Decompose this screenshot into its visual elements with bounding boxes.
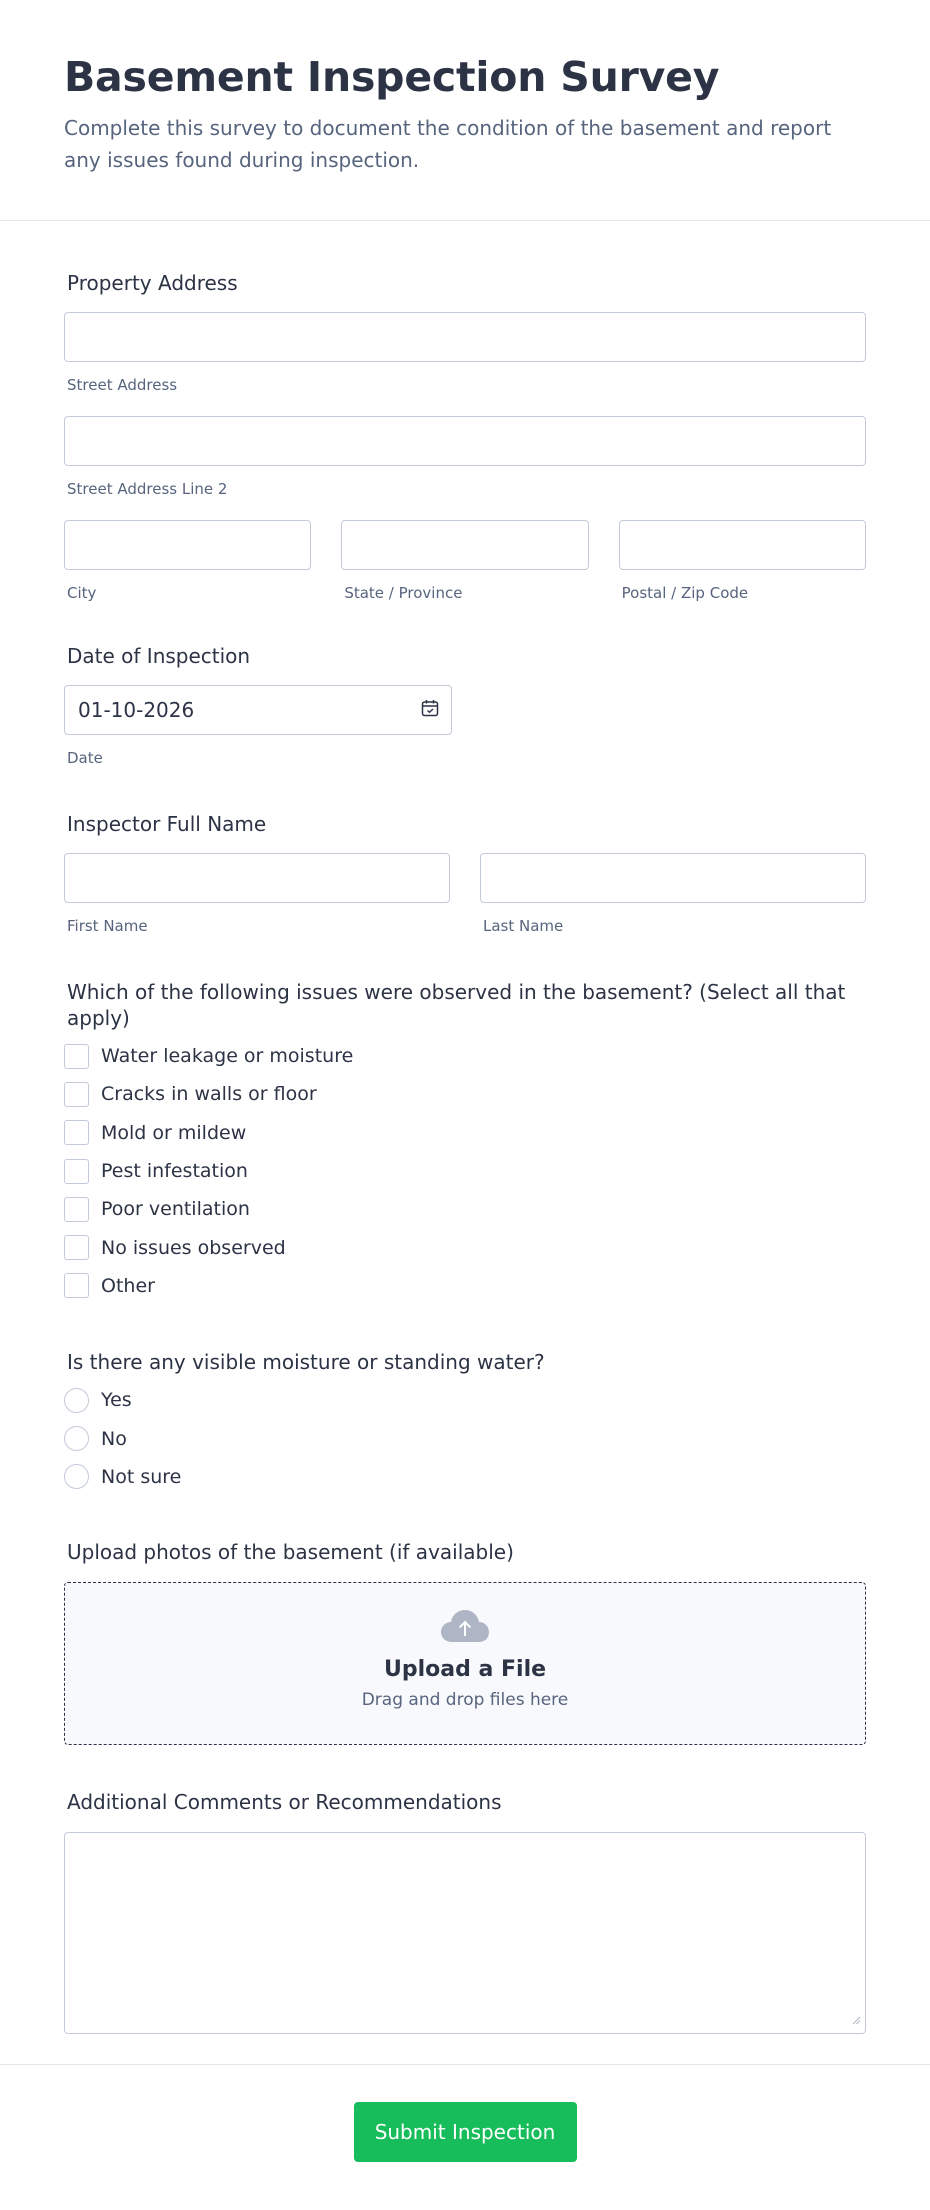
date-value: 01-10-2026 — [78, 698, 195, 722]
date-sublabel: Date — [67, 749, 103, 767]
issues-options — [64, 1037, 866, 1305]
upload-section — [64, 1539, 866, 1745]
inspector-label: Inspector Full Name — [67, 812, 267, 836]
checkbox-label: Poor ventilation — [101, 1198, 250, 1221]
moisture-question: Is there any visible moisture or standing water? — [67, 1350, 545, 1375]
checkbox[interactable] — [64, 1044, 89, 1069]
checkbox[interactable] — [64, 1197, 89, 1222]
zip-input[interactable] — [619, 520, 866, 570]
checkbox-label: Cracks in walls or floor — [101, 1083, 317, 1106]
moisture-option-yes[interactable] — [64, 1381, 866, 1419]
checkbox-label: No issues observed — [101, 1236, 286, 1259]
date-label: Date of Inspection — [67, 644, 251, 668]
state-column — [341, 520, 588, 603]
form-header — [0, 0, 930, 221]
checkbox-label: Water leakage or moisture — [101, 1045, 354, 1068]
checkbox-label: Pest infestation — [101, 1160, 248, 1183]
comments-textarea[interactable] — [64, 1832, 866, 2034]
checkbox[interactable] — [64, 1120, 89, 1145]
issue-option-water[interactable] — [64, 1037, 866, 1075]
checkbox[interactable] — [64, 1159, 89, 1184]
radio-label: Yes — [101, 1389, 132, 1412]
submit-button[interactable]: Submit Inspection — [354, 2102, 577, 2162]
city-column — [64, 520, 311, 603]
issues-question: Which of the following issues were observed in the basement? (Select all that apply) — [67, 980, 846, 1030]
checkbox[interactable] — [64, 1082, 89, 1107]
inspector-name-row — [64, 853, 866, 936]
address-label: Property Address — [67, 271, 238, 295]
issue-option-pests[interactable] — [64, 1152, 866, 1190]
radio-button[interactable] — [64, 1426, 89, 1451]
resize-handle-icon[interactable] — [852, 2010, 861, 2029]
issues-section — [64, 979, 866, 1305]
issue-option-mold[interactable] — [64, 1114, 866, 1152]
first-name-input[interactable] — [64, 853, 450, 903]
first-name-sublabel: First Name — [67, 917, 148, 935]
calendar-icon[interactable] — [421, 699, 439, 721]
upload-title: Upload a File — [383, 1656, 547, 1682]
upload-dropzone[interactable] — [64, 1582, 866, 1745]
zip-sublabel: Postal / Zip Code — [621, 584, 749, 602]
cloud-upload-icon — [440, 1609, 490, 1647]
page-title: Basement Inspection Survey — [64, 53, 720, 101]
upload-label: Upload photos of the basement (if available) — [67, 1539, 514, 1564]
moisture-option-no[interactable] — [64, 1419, 866, 1457]
city-input[interactable] — [64, 520, 311, 570]
inspector-section — [64, 811, 866, 936]
issue-option-none[interactable] — [64, 1228, 866, 1266]
page-subtitle: Complete this survey to document the condition of the basement and report any issues found during inspection. — [64, 116, 832, 172]
form-footer — [0, 2064, 930, 2210]
radio-button[interactable] — [64, 1464, 89, 1489]
moisture-option-not-sure[interactable] — [64, 1458, 866, 1496]
checkbox-label: Other — [101, 1274, 155, 1297]
checkbox-label: Mold or mildew — [101, 1121, 247, 1144]
moisture-options — [64, 1381, 866, 1496]
street-address-input[interactable] — [64, 312, 866, 362]
checkbox[interactable] — [64, 1273, 89, 1298]
date-section — [64, 643, 866, 768]
date-input[interactable] — [64, 685, 452, 735]
street-address-sublabel: Street Address — [67, 376, 178, 394]
address-section — [64, 270, 866, 603]
first-name-column — [64, 853, 450, 936]
last-name-sublabel: Last Name — [483, 917, 564, 935]
radio-button[interactable] — [64, 1388, 89, 1413]
zip-column — [619, 520, 866, 603]
last-name-column — [480, 853, 866, 936]
street-address-line2-input[interactable] — [64, 416, 866, 466]
issue-option-ventilation[interactable] — [64, 1190, 866, 1228]
comments-label: Additional Comments or Recommendations — [67, 1789, 502, 1814]
street-address-line2-sublabel: Street Address Line 2 — [67, 480, 228, 498]
form-body — [0, 270, 930, 2034]
upload-subtitle: Drag and drop files here — [361, 1689, 569, 1710]
issue-option-cracks[interactable] — [64, 1075, 866, 1113]
last-name-input[interactable] — [480, 853, 866, 903]
city-sublabel: City — [67, 584, 97, 602]
comments-section — [64, 1789, 866, 2034]
issue-option-other[interactable] — [64, 1267, 866, 1305]
checkbox[interactable] — [64, 1235, 89, 1260]
moisture-section — [64, 1349, 866, 1496]
radio-label: Not sure — [101, 1465, 182, 1488]
city-state-zip-row — [64, 520, 866, 603]
state-sublabel: State / Province — [344, 584, 463, 602]
radio-label: No — [101, 1427, 127, 1450]
state-input[interactable] — [341, 520, 588, 570]
